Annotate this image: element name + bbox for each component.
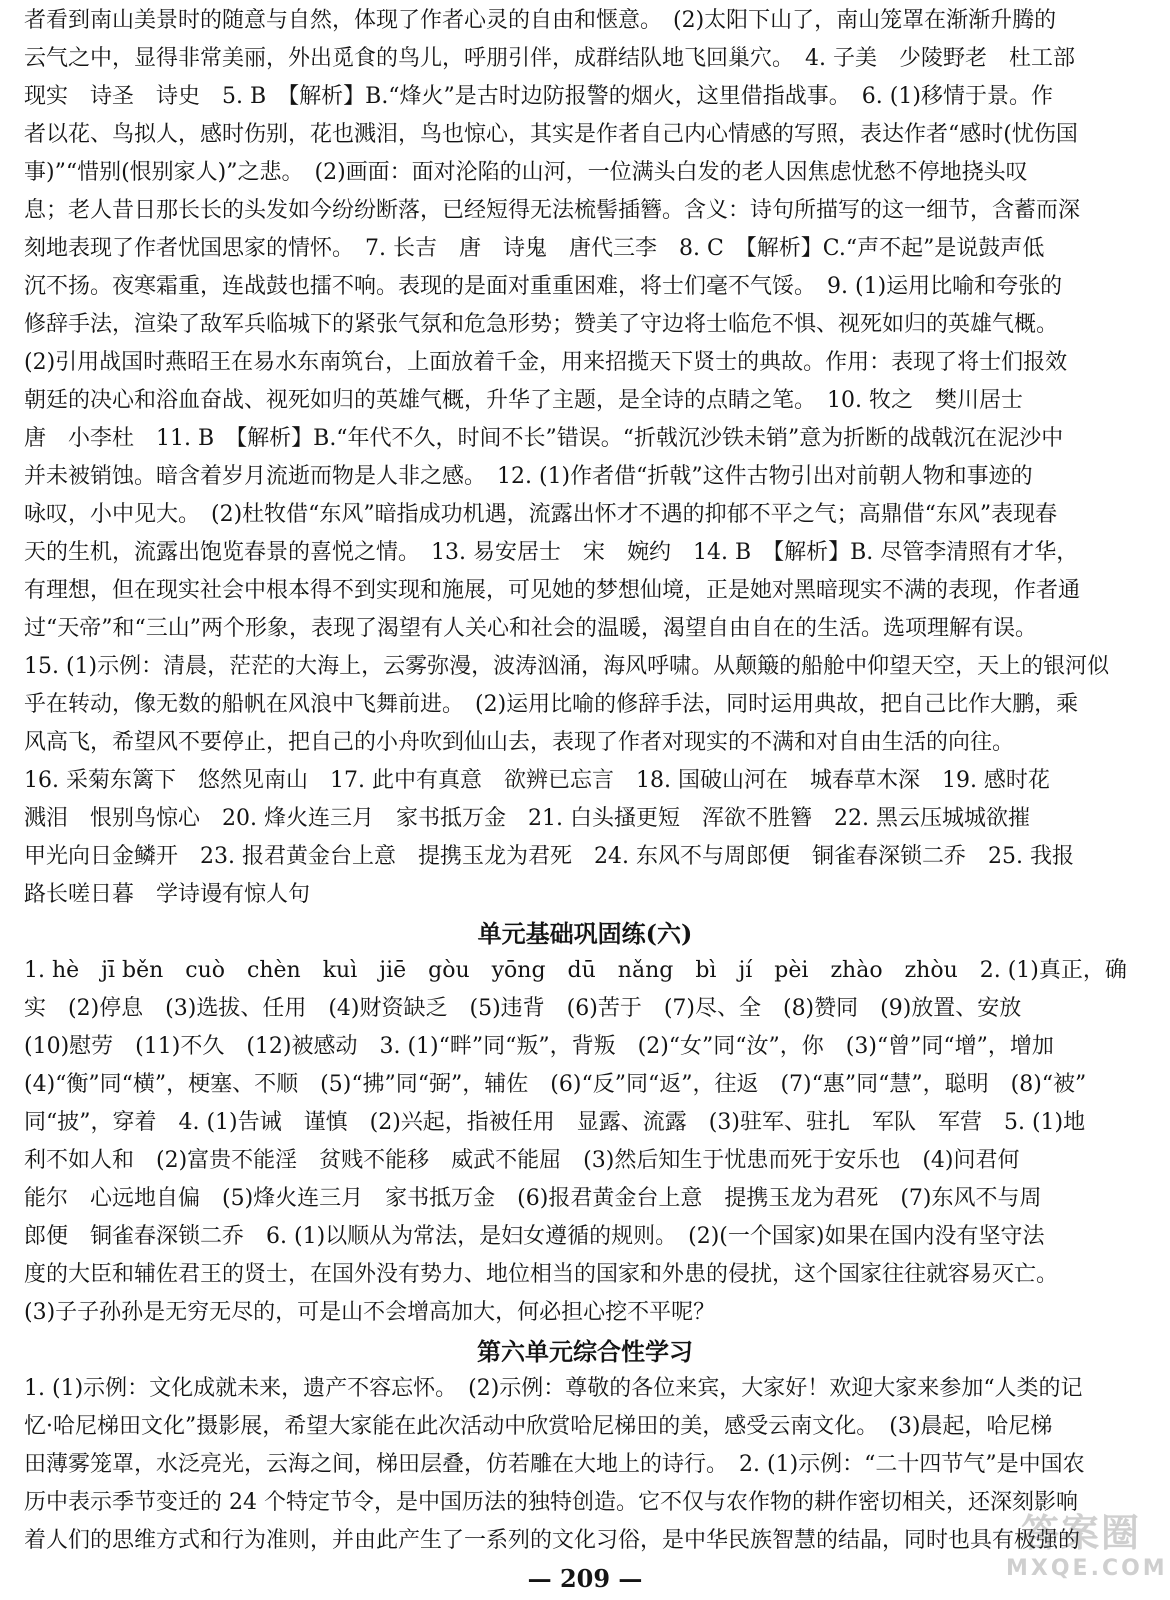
text-line: 乎在转动，像无数的船帆在风浪中飞舞前进。 (2)运用比喻的修辞手法，同时运用典故，把自己比作大鹏，乘 — [24, 692, 1079, 717]
section-heading-unit-practice: 单元基础巩固练(六) — [477, 919, 693, 948]
text-line: 刻地表现了作者忧国思家的情怀。 7. 长吉 唐 诗鬼 唐代三李 8. C 【解析】C.“声不起”是说鼓声低 — [24, 236, 1045, 261]
site-watermark — [1006, 1510, 1168, 1588]
text-line: 咏叹，小中见大。 (2)杜牧借“东风”暗指成功机遇，流露出怀才不遇的抑郁不平之气；高鼎借“东风”表现春 — [24, 502, 1058, 527]
text-line: 修辞手法，渲染了敌军兵临城下的紧张气氛和危急形势；赞美了守边将士临危不惧、视死如归的英雄气概。 — [24, 312, 1059, 337]
text-line: 田薄雾笼罩，水泛亮光，云海之间，梯田层叠，仿若雕在大地上的诗行。 2. (1)示例：“二十四节气”是中国农 — [24, 1452, 1085, 1477]
text-line: 能尔 心远地自偏 (5)烽火连三月 家书抵万金 (6)报君黄金台上意 提携玉龙为君死 (7)东风不与周 — [24, 1186, 1042, 1211]
text-line: 度的大臣和辅佐君王的贤士，在国外没有势力、地位相当的国家和外患的侵扰，这个国家往往就容易灭亡。 — [24, 1262, 1059, 1287]
text-line: 者看到南山美景时的随意与自然，体现了作者心灵的自由和惬意。 (2)太阳下山了，南山笼罩在渐渐升腾的 — [24, 8, 1057, 33]
text-line: (3)子子孙孙是无穷无尽的，可是山不会增高加大，何必担心挖不平呢？ — [24, 1300, 716, 1325]
text-line: 天的生机，流露出饱览春景的喜悦之情。 13. 易安居士 宋 婉约 14. B 【解析】B. 尽管李清照有才华， — [24, 540, 1079, 565]
text-line: 朝廷的决心和浴血奋战、视死如归的英雄气概，升华了主题，是全诗的点睛之笔。 10. 牧之 樊川居士 — [24, 388, 1023, 413]
text-line: 有理想，但在现实社会中根本得不到实现和施展，可见她的梦想仙境，正是她对黑暗现实不满的表现，作者通 — [24, 578, 1081, 603]
text-line: 事)”“惜别(恨别家人)”之悲。 (2)画面：面对沦陷的山河，一位满头白发的老人因焦虑忧愁不停地挠头叹 — [24, 160, 1028, 185]
text-line: (10)慰劳 (11)不久 (12)被感动 3. (1)“畔”同“叛”，背叛 (2)“女”同“汝”，你 (3)“曾”同“增”，增加 — [24, 1034, 1054, 1059]
text-line: 过“天帝”和“三山”两个形象，表现了渴望有人关心和社会的温暖，渴望自由自在的生活。选项理解有误。 — [24, 616, 1037, 641]
text-line: 实 (2)停息 (3)选拔、任用 (4)财资缺乏 (5)违背 (6)苦于 (7)尽、全 (8)赞同 (9)放置、安放 — [24, 996, 1022, 1021]
text-line: 现实 诗圣 诗史 5. B 【解析】B.“烽火”是古时边防报警的烟火，这里借指战事。 6. (1)移情于景。作 — [24, 84, 1053, 109]
text-line: 唐 小李杜 11. B 【解析】B.“年代不久，时间不长”错误。“折戟沉沙铁未销”意为折断的战戟沉在泥沙中 — [24, 426, 1064, 451]
text-line: 16. 采菊东篱下 悠然见南山 17. 此中有真意 欲辨已忘言 18. 国破山河在 城春草木深 19. 感时花 — [24, 768, 1050, 793]
text-line: 风高飞，希望风不要停止，把自己的小舟吹到仙山去，表现了作者对现实的不满和对自由生活的向往。 — [24, 730, 1015, 755]
text-line: 云气之中，显得非常美丽，外出觅食的鸟儿，呼朋引伴，成群结队地飞回巢穴。 4. 子美 少陵野老 杜工部 — [24, 46, 1075, 71]
text-line: 1. (1)示例：文化成就未来，遗产不容忘怀。 (2)示例：尊敬的各位来宾，大家好！欢迎大家来参加“人类的记 — [24, 1376, 1083, 1401]
text-line: 郎便 铜雀春深锁二乔 6. (1)以顺从为常法，是妇女遵循的规则。 (2)(一个国家)如果在国内没有坚守法 — [24, 1224, 1045, 1249]
text-line: 着人们的思维方式和行为准则，并由此产生了一系列的文化习俗，是中华民族智慧的结晶，同时也具有极强的 — [24, 1528, 1081, 1553]
text-line: 利不如人和 (2)富贵不能淫 贫贱不能移 威武不能屈 (3)然后知生于忧患而死于安乐也 (4)问君何 — [24, 1148, 1020, 1173]
page-number: — 209 — — [527, 1564, 643, 1593]
text-line: 甲光向日金鳞开 23. 报君黄金台上意 提携玉龙为君死 24. 东风不与周郎便 铜雀春深锁二乔 25. 我报 — [24, 844, 1074, 869]
text-line: 历中表示季节变迁的 24 个特定节令，是中国历法的独特创造。它不仅与农作物的耕作密切相关，还深刻影响 — [24, 1490, 1078, 1515]
text-line: (2)引用战国时燕昭王在易水东南筑台，上面放着千金，用来招揽天下贤士的典故。作用：表现了将士们报效 — [24, 350, 1068, 375]
text-line: 溅泪 恨别鸟惊心 20. 烽火连三月 家书抵万金 21. 白头搔更短 浑欲不胜簪 22. 黑云压城城欲摧 — [24, 806, 1030, 831]
text-line: 15. (1)示例：清晨，茫茫的大海上，云雾弥漫，波涛汹涌，海风呼啸。从颠簸的船舱中仰望天空，天上的银河似 — [24, 654, 1110, 679]
text-line: 忆·哈尼梯田文化”摄影展，希望大家能在此次活动中欣赏哈尼梯田的美，感受云南文化。 (3)晨起，哈尼梯 — [24, 1414, 1053, 1439]
text-line: 息；老人昔日那长长的头发如今纷纷断落，已经短得无法梳髻插簪。含义：诗句所描写的这一细节，含蓄而深 — [24, 198, 1081, 223]
text-line: 并未被销蚀。暗含着岁月流逝而物是人非之感。 12. (1)作者借“折戟”这件古物引出对前朝人物和事迹的 — [24, 464, 1033, 489]
text-line: 沉不扬。夜寒霜重，连战鼓也擂不响。表现的是面对重重困难，将士们毫不气馁。 9. (1)运用比喻和夸张的 — [24, 274, 1063, 299]
text-line: 1. hè jī běn cuò chèn kuì jiē gòu yōng dū nǎng bì jí pèi zhào zhòu 2. (1)真正，确 — [24, 958, 1127, 983]
section-heading-comprehensive-study: 第六单元综合性学习 — [477, 1337, 693, 1366]
text-line: 同“披”，穿着 4. (1)告诫 谨慎 (2)兴起，指被任用 显露、流露 (3)驻军、驻扎 军队 军营 5. (1)地 — [24, 1110, 1086, 1135]
watermark-logo-text: 答案圈 — [1020, 1511, 1141, 1555]
text-line: 路长嗟日暮 学诗谩有惊人句 — [24, 882, 311, 907]
text-line: (4)“衡”同“横”，梗塞、不顺 (5)“拂”同“弼”，辅佐 (6)“反”同“返”，往返 (7)“惠”同“慧”，聪明 (8)“被” — [24, 1072, 1087, 1097]
text-line: 者以花、鸟拟人，感时伤别，花也溅泪，鸟也惊心，其实是作者自己内心情感的写照，表达作者“感时(忧伤国 — [24, 122, 1078, 147]
watermark-url-text: MXQE.COM — [1006, 1556, 1168, 1581]
